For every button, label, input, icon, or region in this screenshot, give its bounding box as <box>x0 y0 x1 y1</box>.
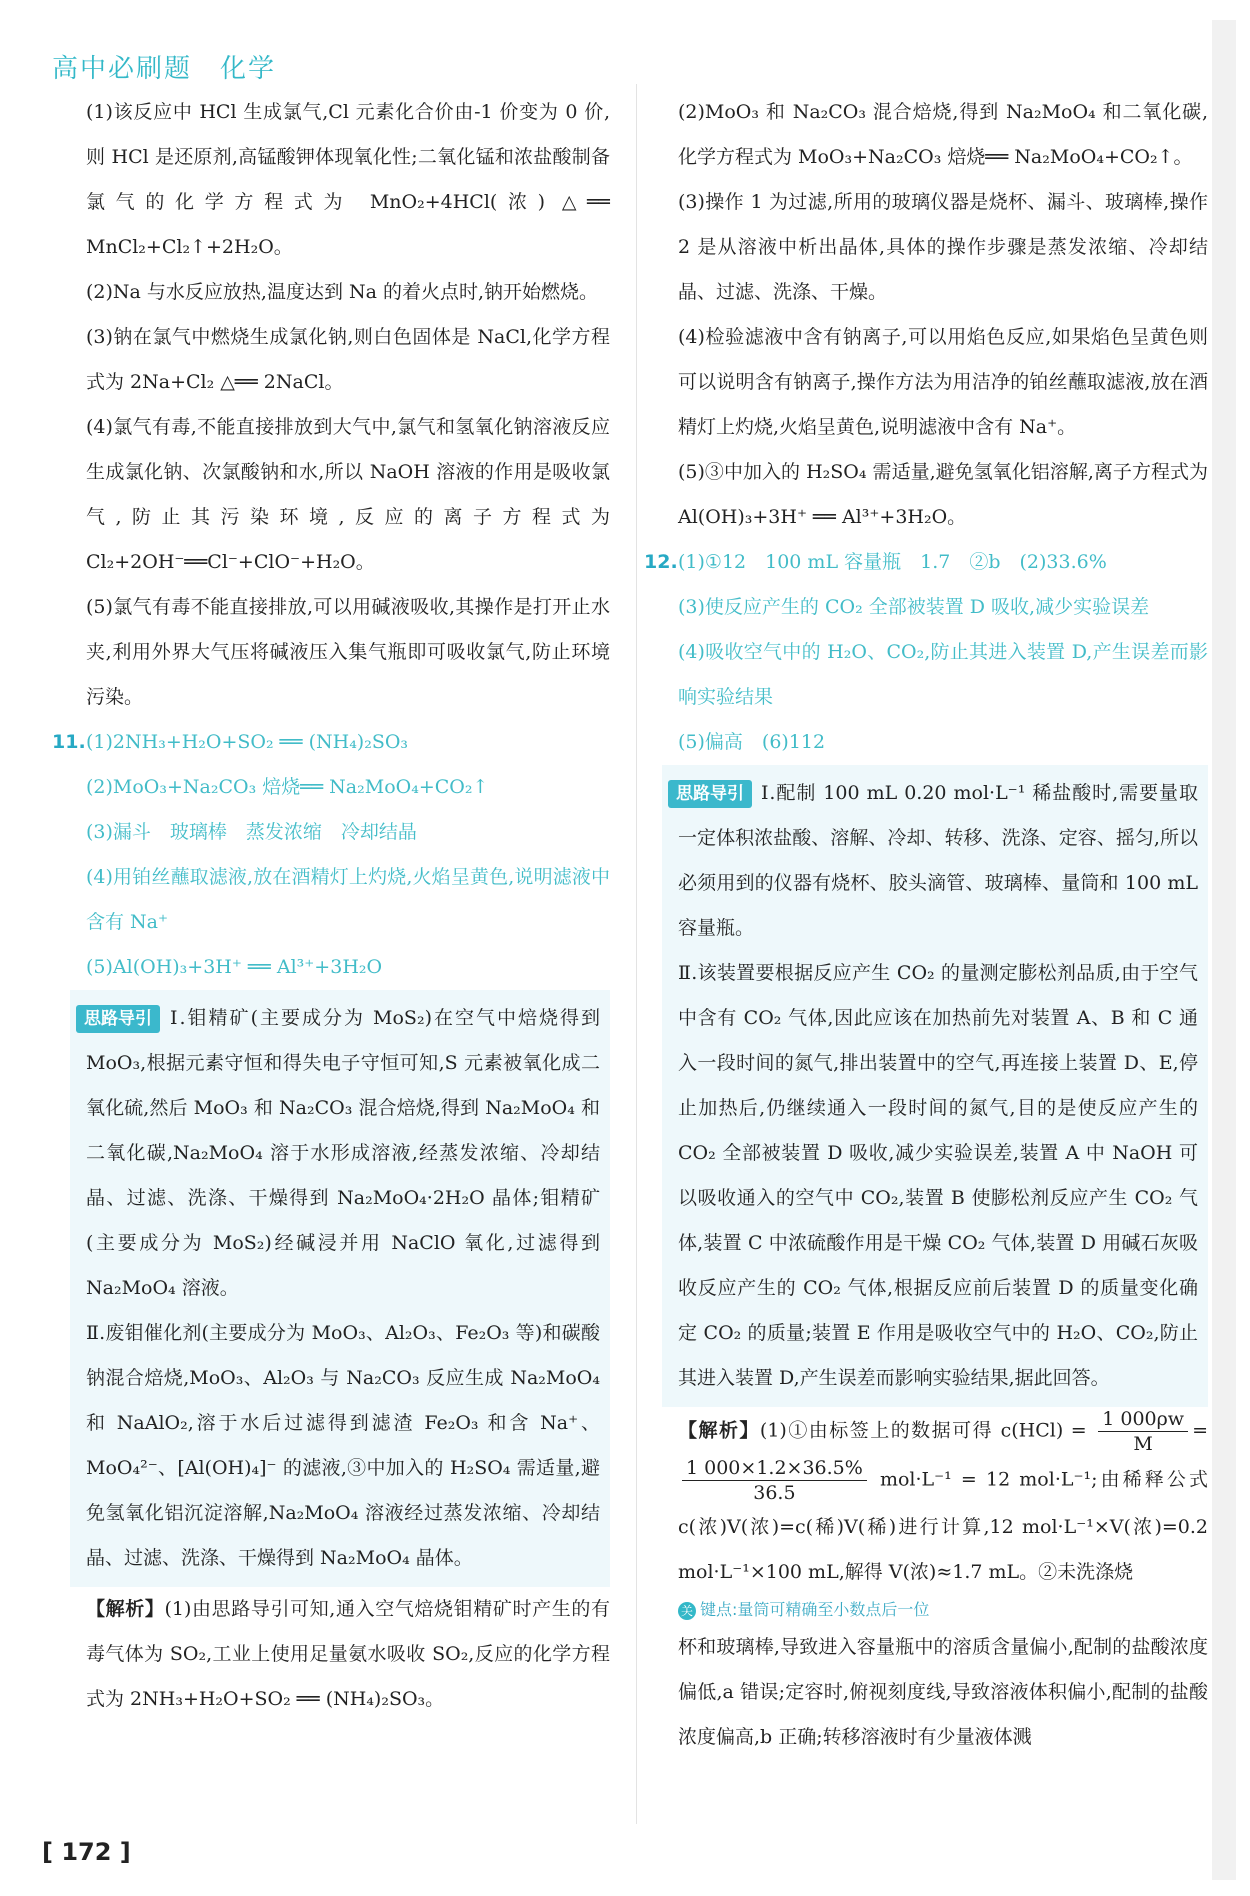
concentration-formula <box>1098 1407 1188 1456</box>
q11-answer-block <box>52 720 610 990</box>
page-number-value: 172 <box>61 1838 112 1866</box>
q12-guide-para-1 <box>678 771 1198 951</box>
q11-guide <box>70 990 610 1587</box>
q11-guide-para-1 <box>86 996 600 1311</box>
guide-tag: 思路导引 <box>668 780 752 808</box>
analysis-label: 【解析】 <box>678 1419 760 1442</box>
q11-answer-1 <box>52 720 610 765</box>
page-header-title: 高中必刷题 化学 <box>52 54 277 84</box>
q12-answer-4: (5)偏高 (6)112 <box>678 731 826 753</box>
q10-part-5: (5)氯气有毒不能直接排放,可以用碱液吸收,其操作是打开止水夹,利用外界大气压将碱液压入集气瓶即可吸收氯气,防止环境污染。 <box>86 596 610 708</box>
q11-part-4: (4)检验滤液中含有钠离子,可以用焰色反应,如果焰色呈黄色则可以说明含有钠离子,操作方法为用洁净的铂丝蘸取滤液,放在酒精灯上灼烧,火焰呈黄色,说明滤液中含有 Na⁺。 <box>678 326 1208 438</box>
left-column <box>52 90 610 1722</box>
q12-answer-1-text: (1)①12 100 mL 容量瓶 1.7 ②b (2)33.6% <box>678 551 1107 573</box>
calculation-formula <box>682 1456 867 1505</box>
q12-analysis-part-3: 杯和玻璃棒,导致进入容量瓶中的溶质含量偏小,配制的盐酸浓度偏低,a 错误;定容时,俯视刻度线,导致溶液体积偏小,配制的盐酸浓度偏高,b 正确;转移溶液时有少量液体溅 <box>678 1636 1208 1748</box>
q10-part-1: (1)该反应中 HCl 生成氯气,Cl 元素化合价由-1 价变为 0 价,则 HCl 是还原剂,高锰酸钾体现氧化性;二氧化锰和浓盐酸制备氯气的化学方程式为 MnO₂+4HCl(浓) △══ MnCl₂+Cl₂↑+2H₂O。 <box>86 101 610 258</box>
q12-guide-para-1-text: Ⅰ.配制 100 mL 0.20 mol·L⁻¹ 稀盐酸时,需要量取一定体积浓盐酸、溶解、冷却、转移、洗涤、定容、摇匀,所以必须用到的仪器有烧杯、胶头滴管、玻璃棒、量筒和 100 mL 容量瓶。 <box>678 782 1198 939</box>
q11-guide-para-2: Ⅱ.废钼催化剂(主要成分为 MoO₃、Al₂O₃、Fe₂O₃ 等)和碳酸钠混合焙烧,MoO₃、Al₂O₃ 与 Na₂CO₃ 反应生成 Na₂MoO₄ 和 NaAlO₂,溶于水后过滤得到滤渣 Fe₂O₃ 和含 Na⁺、MoO₄²⁻、[Al(OH)₄]⁻ 的滤液,③中加入的 H₂SO₄ 需适量,避免氢氧化铝沉淀溶解,Na₂MoO₄ 溶液经过蒸发浓缩、冷却结晶、过滤、洗涤、干燥得到 Na₂MoO₄ 晶体。 <box>86 1322 600 1569</box>
formula-denominator: M <box>1133 1433 1153 1455</box>
column-divider <box>636 84 637 1824</box>
q11-answer-2: (2)MoO₃+Na₂CO₃ 焙烧══ Na₂MoO₄+CO₂↑ <box>86 776 489 798</box>
q12-answer-3: (4)吸收空气中的 H₂O、CO₂,防止其进入装置 D,产生误差而影响实验结果 <box>678 641 1208 708</box>
q10-part-2: (2)Na 与水反应放热,温度达到 Na 的着火点时,钠开始燃烧。 <box>86 281 599 303</box>
calc-denominator: 36.5 <box>753 1482 796 1504</box>
q12-guide <box>662 765 1208 1407</box>
q12-answer-block <box>644 540 1208 765</box>
q11-number: 11. <box>52 731 86 753</box>
q12-number: 12. <box>644 551 678 573</box>
q11-part-3: (3)操作 1 为过滤,所用的玻璃仪器是烧杯、漏斗、玻璃棒,操作 2 是从溶液中析出晶体,具体的操作步骤是蒸发浓缩、冷却结晶、过滤、洗涤、干燥。 <box>678 191 1208 303</box>
page-edge-band <box>1212 20 1236 1880</box>
q11-analysis-text: (1)由思路导引可知,通入空气焙烧钼精矿时产生的有毒气体为 SO₂,工业上使用足量氨水吸收 SO₂,反应的化学方程式为 2NH₃+H₂O+SO₂ ══ (NH₄)₂SO₃。 <box>86 1598 610 1710</box>
q12-analysis-part-1: (1)①由标签上的数据可得 c(HCl) = <box>759 1419 1087 1442</box>
q11-analysis <box>86 1587 610 1722</box>
q12-analysis-part-2: mol·L⁻¹ = 12 mol·L⁻¹;由稀释公式 c(浓)V(浓)=c(稀)V(稀)进行计算,12 mol·L⁻¹×V(浓)=0.2 mol·L⁻¹×100 mL,解得 V(浓)≈1.7 mL。②未洗涤烧 <box>678 1468 1208 1583</box>
guide-tag: 思路导引 <box>76 1005 160 1033</box>
key-point-icon: 关 <box>678 1602 696 1620</box>
q11-guide-para-1-text: Ⅰ.钼精矿(主要成分为 MoS₂)在空气中焙烧得到 MoO₃,根据元素守恒和得失电子守恒可知,S 元素被氧化成二氧化硫,然后 MoO₃ 和 Na₂CO₃ 混合焙烧,得到 Na₂MoO₄ 和二氧化碳,Na₂MoO₄ 溶于水形成溶液,经蒸发浓缩、冷却结晶、过滤、洗涤、干燥得到 Na₂MoO₄·2H₂O 晶体;钼精矿(主要成分为 MoS₂)经碱浸并用 NaClO 氧化,过滤得到 Na₂MoO₄ 溶液。 <box>86 1007 600 1299</box>
calc-numerator: 1 000×1.2×36.5% <box>682 1456 867 1481</box>
key-point-text: 键点:量筒可精确至小数点后一位 <box>700 1600 930 1619</box>
q11-part-2: (2)MoO₃ 和 Na₂CO₃ 混合焙烧,得到 Na₂MoO₄ 和二氧化碳,化学方程式为 MoO₃+Na₂CO₃ 焙烧══ Na₂MoO₄+CO₂↑。 <box>678 101 1208 168</box>
q10-part-3: (3)钠在氯气中燃烧生成氯化钠,则白色固体是 NaCl,化学方程式为 2Na+Cl₂ △══ 2NaCl。 <box>86 326 610 393</box>
analysis-label: 【解析】 <box>86 1598 165 1620</box>
right-column <box>644 90 1208 1760</box>
page-number: [ 172 ] <box>42 1838 131 1866</box>
q11-answer-3: (3)漏斗 玻璃棒 蒸发浓缩 冷却结晶 <box>86 821 417 843</box>
q12-guide-para-2: Ⅱ.该装置要根据反应产生 CO₂ 的量测定膨松剂品质,由于空气中含有 CO₂ 气体,因此应该在加热前先对装置 A、B 和 C 通入一段时间的氮气,排出装置中的空气,再连接上装置 D、E,停止加热后,仍继续通入一段时间的氮气,目的是使反应产生的 CO₂ 全部被装置 D 吸收,减少实验误差,装置 A 中 NaOH 可以吸收通入的空气中 CO₂,装置 B 使膨松剂反应产生 CO₂ 气体,装置 C 中浓硫酸作用是干燥 CO₂ 气体,装置 D 用碱石灰吸收反应产生的 CO₂ 气体,根据反应前后装置 D 的质量变化确定 CO₂ 的质量;装置 E 作用是吸收空气中的 H₂O、CO₂,防止其进入装置 D,产生误差而影响实验结果,据此回答。 <box>678 962 1198 1389</box>
q12-analysis: 【解析】(1)①由标签上的数据可得 c(HCl) = $\frac{1 000\rho w}{M}$ = $\frac{1 000\times 1.2\times 36.5\%}{36.5}$ mol·L⁻¹ = 12 mol·L⁻¹;由稀释公式 c(浓)V(浓)=c(稀)V(稀)进行计算,12 mol·L⁻¹×V(浓)=0.2 mol·L⁻¹×100 mL,解得 V(浓)≈1.7 mL。②未洗涤烧 <box>678 1408 1208 1583</box>
q10-part-4: (4)氯气有毒,不能直接排放到大气中,氯气和氢氧化钠溶液反应生成氯化钠、次氯酸钠和水,所以 NaOH 溶液的作用是吸收氯气,防止其污染环境,反应的离子方程式为 Cl₂+2OH⁻══Cl⁻+ClO⁻+H₂O。 <box>86 416 610 573</box>
q11-answer-1-text: (1)2NH₃+H₂O+SO₂ ══ (NH₄)₂SO₃ <box>86 731 409 753</box>
q11-answer-4: (4)用铂丝蘸取滤液,放在酒精灯上灼烧,火焰呈黄色,说明滤液中含有 Na⁺ <box>86 866 610 933</box>
formula-numerator: 1 000ρw <box>1098 1407 1188 1432</box>
q11-part-5: (5)③中加入的 H₂SO₄ 需适量,避免氢氧化铝溶解,离子方程式为 Al(OH)₃+3H⁺ ══ Al³⁺+3H₂O。 <box>678 461 1208 528</box>
q12-answer-1 <box>644 540 1208 585</box>
q11-answer-5: (5)Al(OH)₃+3H⁺ ══ Al³⁺+3H₂O <box>86 956 383 978</box>
q12-answer-2: (3)使反应产生的 CO₂ 全部被装置 D 吸收,减少实验误差 <box>678 596 1150 618</box>
key-point-note <box>678 1595 1208 1625</box>
